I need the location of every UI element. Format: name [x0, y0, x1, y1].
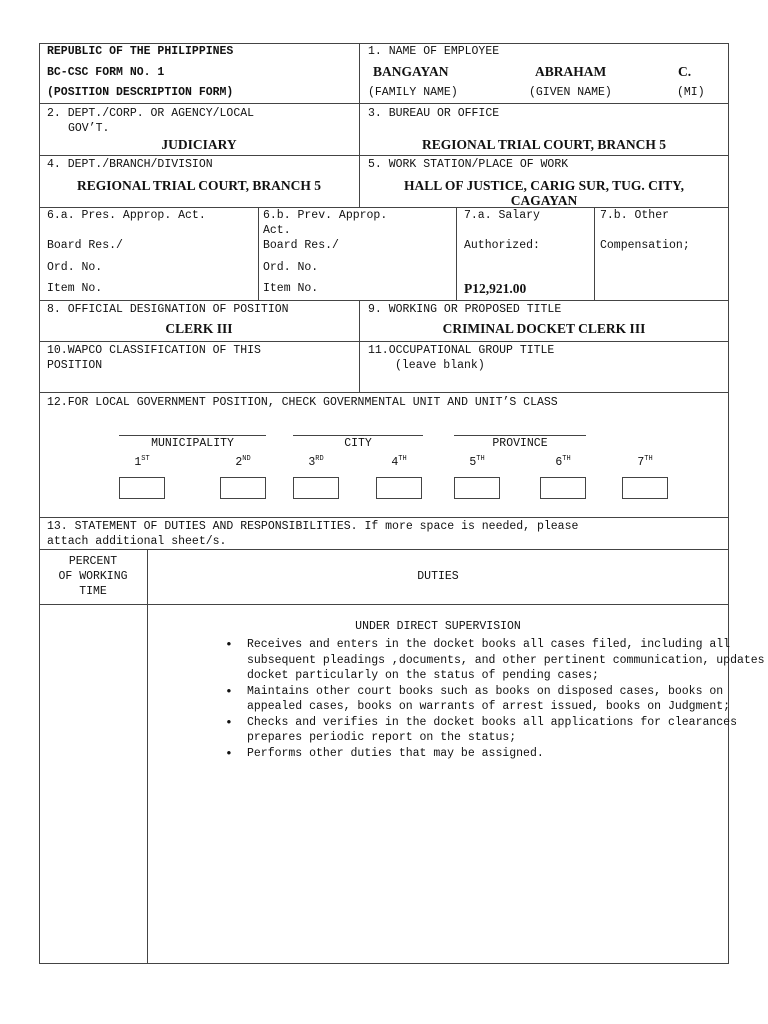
unit-city: CITY	[344, 437, 372, 450]
class-suffix: RD	[315, 455, 324, 464]
column-divider	[594, 207, 595, 300]
class-4th	[376, 456, 422, 470]
workstation-value-cont: CAGAYAN	[510, 193, 578, 208]
designation-value: CLERK III	[165, 321, 233, 336]
class-1st	[119, 456, 165, 470]
column-divider	[456, 207, 457, 300]
other-comp-label: 7.b. Other	[600, 209, 670, 222]
class-number: 4	[391, 456, 399, 469]
workstation-label: 5. WORK STATION/PLACE OF WORK	[368, 158, 569, 171]
other-comp-sub: Compensation;	[600, 239, 690, 252]
working-title-value: CRIMINAL DOCKET CLERK III	[442, 321, 646, 336]
employee-name-label: 1. NAME OF EMPLOYEE	[368, 45, 500, 58]
statement-label-cont: attach additional sheet/s.	[47, 535, 227, 548]
percent-header: PERCENT	[68, 555, 118, 568]
class-2nd	[220, 456, 266, 470]
duty-item: • Checks and verifies in the docket books all applications for clearances prepares periodic report on the status;	[247, 715, 767, 746]
dept-label-cont: GOV’T.	[68, 122, 110, 135]
class-suffix: ND	[242, 455, 251, 464]
unit-province: PROVINCE	[492, 437, 548, 450]
wapco-label-cont: POSITION	[47, 359, 103, 372]
salary-authorized-label: Authorized:	[464, 239, 540, 252]
prev-ord-no: Ord. No.	[263, 261, 319, 274]
mi-caption: (MI)	[677, 86, 705, 99]
class-suffix: TH	[562, 455, 571, 464]
prev-board-res: Board Res./	[263, 239, 339, 252]
column-divider	[258, 207, 259, 300]
header-form-title: (POSITION DESCRIPTION FORM)	[47, 86, 234, 99]
class-suffix: TH	[644, 455, 653, 464]
row-divider	[39, 604, 729, 605]
percent-header-cont: TIME	[79, 585, 107, 598]
given-name-caption: (GIVEN NAME)	[529, 86, 612, 99]
family-name-caption: (FAMILY NAME)	[368, 86, 458, 99]
employee-middle-initial: C.	[678, 64, 692, 79]
class-3rd	[293, 456, 339, 470]
class-number: 7	[637, 456, 645, 469]
working-title-label: 9. WORKING OR PROPOSED TITLE	[368, 303, 562, 316]
row-divider	[39, 155, 729, 156]
row-divider	[39, 341, 729, 342]
pres-ord-no: Ord. No.	[47, 261, 103, 274]
class-6th	[540, 456, 586, 470]
local-gov-label: 12.FOR LOCAL GOVERNMENT POSITION, CHECK GOVERNMENTAL UNIT AND UNIT’S CLASS	[47, 396, 558, 409]
duty-item: • Maintains other court books such as books on disposed cases, books on appealed cases, books on warrants of arrest issued, books on Judgment;	[247, 684, 767, 715]
salary-label: 7.a. Salary	[464, 209, 540, 222]
city-underline	[293, 435, 423, 436]
pres-approp-label: 6.a. Pres. Approp. Act.	[47, 209, 206, 222]
class-suffix: TH	[398, 455, 407, 464]
prev-approp-label: 6.b. Prev. Approp.	[263, 209, 388, 222]
class-number: 3	[308, 456, 316, 469]
pres-board-res: Board Res./	[47, 239, 123, 252]
salary-value: P12,921.00	[464, 281, 527, 296]
dept-value: JUDICIARY	[161, 137, 237, 152]
wapco-label: 10.WAPCO CLASSIFICATION OF THIS	[47, 344, 261, 357]
workstation-value: HALL OF JUSTICE, CARIG SUR, TUG. CITY,	[403, 178, 685, 193]
duty-item: • Receives and enters in the docket books all cases filed, including all subsequent pleadings ,documents, and other pertinent communication, updates docket particularly on the status of pending cases;	[247, 637, 767, 684]
duty-item: • Performs other duties that may be assigned.	[247, 746, 767, 762]
pres-item-no: Item No.	[47, 282, 103, 295]
dept-label: 2. DEPT./CORP. OR AGENCY/LOCAL	[47, 107, 255, 120]
checkbox-class-2nd[interactable]	[220, 477, 266, 499]
class-number: 5	[469, 456, 477, 469]
checkbox-class-6th[interactable]	[540, 477, 586, 499]
prev-item-no: Item No.	[263, 282, 319, 295]
checkbox-class-7th[interactable]	[622, 477, 668, 499]
class-5th	[454, 456, 500, 470]
row-divider	[39, 517, 729, 518]
row-divider	[39, 300, 729, 301]
row-divider	[39, 392, 729, 393]
occupational-label: 11.OCCUPATIONAL GROUP TITLE	[368, 344, 555, 357]
percent-header-cont: OF WORKING	[58, 570, 128, 583]
row-divider	[39, 549, 729, 550]
supervision-note: UNDER DIRECT SUPERVISION	[355, 620, 521, 633]
employee-given-name: ABRAHAM	[535, 64, 607, 79]
occupational-sub: (leave blank)	[395, 359, 485, 372]
duties-list	[205, 637, 767, 761]
class-number: 6	[555, 456, 563, 469]
checkbox-class-5th[interactable]	[454, 477, 500, 499]
statement-label: 13. STATEMENT OF DUTIES AND RESPONSIBILITIES. If more space is needed, please	[47, 520, 579, 533]
unit-municipality: MUNICIPALITY	[151, 437, 234, 450]
municipality-underline	[119, 435, 266, 436]
province-underline	[454, 435, 586, 436]
employee-family-name: BANGAYAN	[373, 64, 449, 79]
checkbox-class-1st[interactable]	[119, 477, 165, 499]
division-label: 4. DEPT./BRANCH/DIVISION	[47, 158, 213, 171]
class-suffix: TH	[476, 455, 485, 464]
bureau-value: REGIONAL TRIAL COURT, BRANCH 5	[422, 137, 666, 152]
division-value: REGIONAL TRIAL COURT, BRANCH 5	[77, 178, 321, 193]
column-divider	[147, 549, 148, 964]
class-7th	[622, 456, 668, 470]
class-suffix: ST	[141, 455, 150, 464]
class-number: 1	[134, 456, 142, 469]
checkbox-class-4th[interactable]	[376, 477, 422, 499]
duties-header: DUTIES	[417, 570, 459, 583]
class-number: 2	[235, 456, 243, 469]
designation-label: 8. OFFICIAL DESIGNATION OF POSITION	[47, 303, 289, 316]
header-republic: REPUBLIC OF THE PHILIPPINES	[47, 45, 234, 58]
bureau-label: 3. BUREAU OR OFFICE	[368, 107, 500, 120]
checkbox-class-3rd[interactable]	[293, 477, 339, 499]
column-divider	[359, 300, 360, 392]
prev-approp-label-cont: Act.	[263, 224, 291, 237]
header-form-number: BC-CSC FORM NO. 1	[47, 66, 165, 79]
row-divider	[39, 103, 729, 104]
